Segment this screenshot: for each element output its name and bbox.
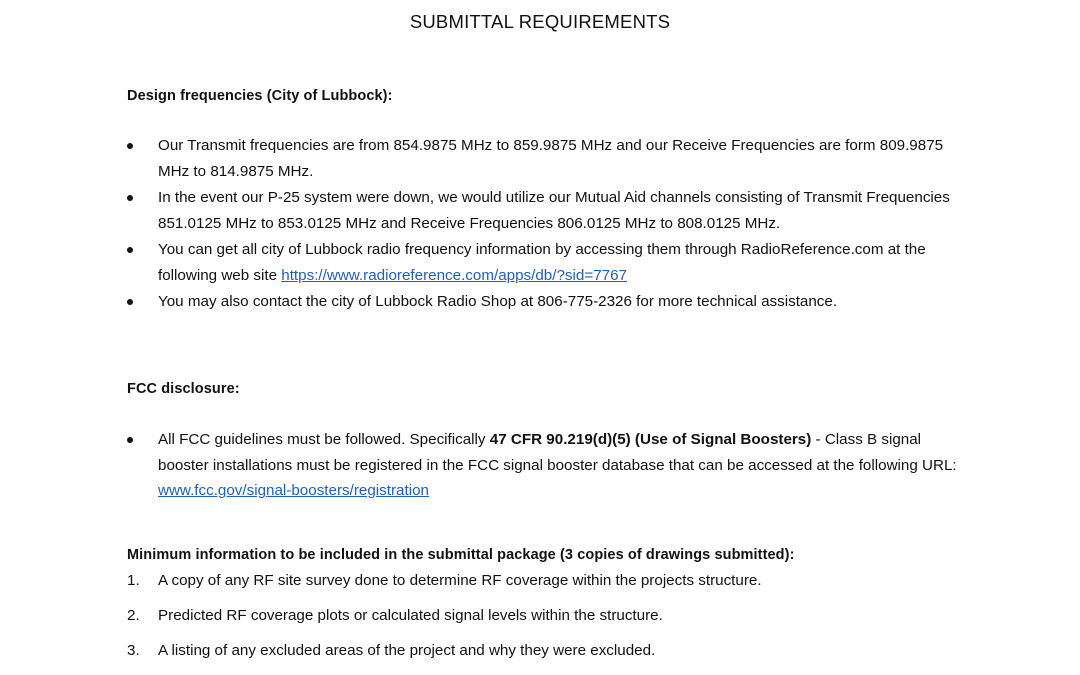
list-item [127,427,967,504]
bullet-icon [127,143,133,149]
list-item [127,133,967,184]
list-item [127,638,967,663]
radioreference-link[interactable]: https://www.radioreference.com/apps/db/?sid=7767 [281,266,627,284]
list-item [127,568,967,593]
design-frequencies-heading: Design frequencies (City of Lubbock): [127,88,393,104]
list-item [127,185,967,236]
bullet-text: You may also contact the city of Lubbock Radio Shop at 806-775-2326 for more technical assistance. [158,293,838,310]
bullet-text: In the event our P-25 system were down, we would utilize our Mutual Aid channels consisting of Transmit Frequencies 851.0125 MHz to 853.0125 MHz and Receive Frequencies 806.0125 MHz to 808.0125 MHz. [158,189,950,232]
design-frequencies-list [127,133,967,316]
bullet-text: Our Transmit frequencies are from 854.9875 MHz to 859.9875 MHz and our Receive Frequencies are form 809.9875 MHz to 814.9875 MHz. [158,137,944,180]
bullet-icon [127,299,133,305]
page-title: SUBMITTAL REQUIREMENTS [409,11,671,32]
item-number: 1. [127,572,140,589]
fcc-regulation-reference: 47 CFR 90.219(d)(5) (Use of Signal Boosters) [489,431,812,448]
fcc-disclosure-list [127,427,967,505]
fcc-bullet-post: - Class B signal booster installations must be registered in the FCC signal booster database that can be accessed at the following URL: [158,431,957,474]
minimum-information-list [127,568,967,673]
item-text: A listing of any excluded areas of the project and why they were excluded. [158,642,656,659]
item-text: Predicted RF coverage plots or calculated signal levels within the structure. [158,607,663,624]
bullet-icon [127,437,133,443]
fcc-registration-link[interactable]: www.fcc.gov/signal-boosters/registration [158,482,429,499]
item-number: 3. [127,642,140,659]
fcc-disclosure-heading: FCC disclosure: [127,381,240,397]
list-item [127,289,967,315]
list-item [127,237,967,288]
fcc-bullet-pre: All FCC guidelines must be followed. Specifically [158,431,486,448]
minimum-information-heading: Minimum information to be included in the submittal package (3 copies of drawings submitted): [127,547,795,563]
item-number: 2. [127,607,140,624]
item-text: A copy of any RF site survey done to determine RF coverage within the projects structure. [158,572,762,589]
list-item [127,603,967,628]
bullet-text: You can get all city of Lubbock radio frequency information by accessing them through RadioReference.com at the following web site [158,241,926,284]
bullet-icon [127,247,133,253]
bullet-icon [127,195,133,201]
